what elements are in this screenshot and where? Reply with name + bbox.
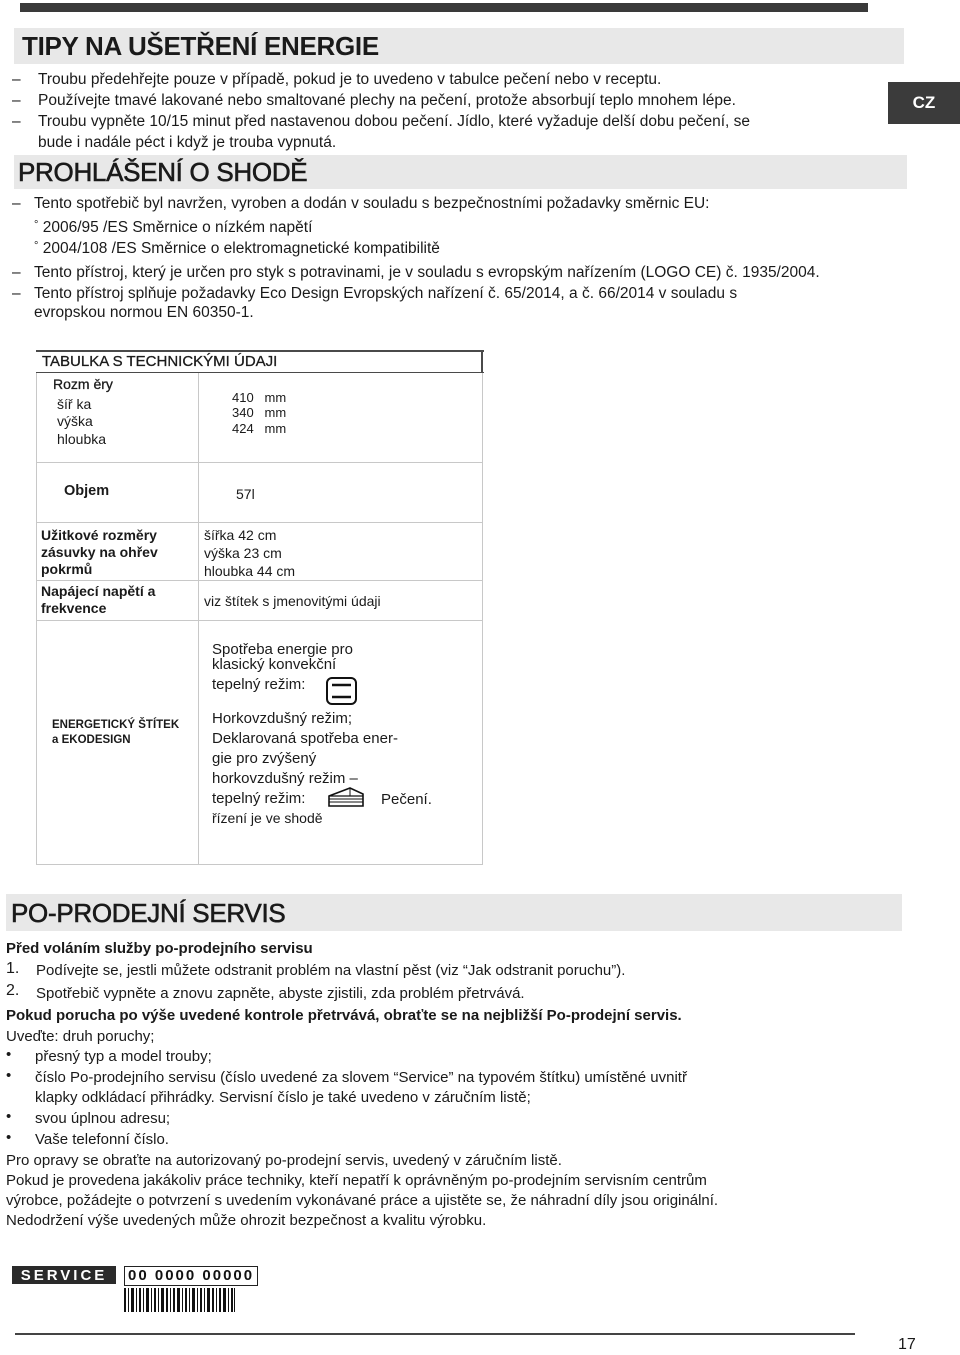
energy-fan-line: tepelný režim: [212, 790, 306, 807]
before-call-heading: Před voláním služby po-prodejního servisu [6, 940, 313, 957]
tips-heading: TIPY NA UŠETŘENÍ ENERGIE [22, 31, 379, 61]
usable-dims-label: zásuvky na ohřev [41, 544, 158, 560]
usable-dims-label: pokrmů [41, 561, 93, 577]
height-label: výška [57, 413, 93, 429]
energy-label: a EKODESIGN [52, 734, 131, 746]
usable-dims-label: Užitkové rozměry [41, 527, 157, 543]
service-paragraph: Pro opravy se obraťte na autorizovaný po-prodejní servis, uvedený v záručním listě. [6, 1152, 562, 1169]
energy-fan-line: gie pro zvýšený [212, 750, 317, 767]
height-value: 340 mm [232, 405, 287, 420]
bullet-icon: • [6, 1067, 12, 1084]
bullet-icon: • [6, 1046, 12, 1063]
width-value: 410 mm [232, 390, 287, 405]
usable-width: šířka 42 cm [204, 527, 277, 543]
bullet-icon: • [6, 1129, 12, 1146]
service-paragraph: Nedodržení výše uvedených může ohrozit bezpečnost a kvalitu výrobku. [6, 1212, 487, 1229]
top-rule [20, 3, 868, 12]
depth-value: 424 mm [232, 421, 287, 436]
table-title: TABULKA S TECHNICKÝMI ÚDAJI [42, 353, 278, 370]
supply-label: frekvence [41, 600, 107, 616]
bullet-item: číslo Po-prodejního servisu (číslo uvedené za slovem “Service” na typovém štítku) umístěné uvnitř [35, 1069, 687, 1086]
barcode-icon [124, 1288, 236, 1312]
supply-value: viz štítek s jmenovitými údaji [204, 593, 381, 609]
tip-item-continuation: bude i nadále péct i když je trouba vypnutá. [38, 134, 337, 151]
supply-label: Napájecí napětí a [41, 583, 156, 599]
page-number: 17 [898, 1336, 916, 1353]
bottom-rule [15, 1333, 855, 1335]
service-heading: PO-PRODEJNÍ SERVIS [11, 898, 286, 928]
energy-conventional-line: klasický konvekční [212, 656, 337, 673]
energy-label: ENERGETICKÝ ŠTÍTEK [52, 719, 180, 731]
service-number-box: 00 0000 00000 [124, 1266, 258, 1286]
state-text: Uveďte: druh poruchy; [6, 1028, 155, 1045]
bullet-item-continuation: klapky odkládací přihrádky. Servisní číslo je také uvedeno v záručním listě; [35, 1089, 531, 1106]
width-label: šíř ka [57, 396, 92, 412]
depth-label: hloubka [57, 431, 107, 447]
language-tab: CZ [888, 82, 960, 124]
energy-conventional-line: Spotřeba energie pro [212, 641, 353, 658]
directive-emc: ° 2004/108 /ES Směrnice o elektromagnetické kompatibilitě [34, 240, 440, 257]
cake-baking-icon [326, 784, 366, 810]
service-paragraph: výrobce, požádejte o potvrzení s uvedením vykonávané práce a ujistěte se, že náhradní díly jsou originální. [6, 1192, 719, 1209]
service-paragraph: Pokud je provedena jakákoliv práce techniky, kteří nepatří k oprávněným po-prodejním servisním centrům [6, 1172, 707, 1189]
bullet-item: Vaše telefonní číslo. [35, 1131, 169, 1148]
energy-compliance: řízení je ve shodě [212, 810, 323, 826]
conformity-item-continuation: evropskou normou EN 60350-1. [34, 304, 254, 321]
volume-value: 57l [236, 486, 255, 502]
persist-text: Pokud porucha po výše uvedené kontrole přetrvává, obraťte se na nejbližší Po-prodejní servis. [6, 1007, 682, 1024]
service-logo: SERVICE [12, 1266, 116, 1284]
energy-fan-line: Deklarovaná spotřeba ener- [212, 730, 398, 747]
conformity-heading: PROHLÁŠENÍ O SHODĚ [18, 157, 308, 187]
step-number: 1. [6, 960, 20, 977]
baking-label: Pečení. [381, 791, 432, 808]
energy-fan-line: Horkovzdušný režim; [212, 710, 353, 727]
directive-lvd: ° 2006/95 /ES Směrnice o nízkém napětí [34, 219, 313, 236]
usable-depth: hloubka 44 cm [204, 563, 296, 579]
step-number: 2. [6, 982, 20, 999]
step-text: Podívejte se, jestli můžete odstranit problém na vlastní pěst (viz “Jak odstranit poruchu”). [36, 962, 626, 979]
energy-fan-line: horkovzdušný režim – [212, 770, 358, 787]
conventional-mode-icon [325, 676, 359, 706]
energy-conventional-line: tepelný režim: [212, 676, 306, 693]
volume-label: Objem [64, 483, 110, 499]
bullet-item: přesný typ a model trouby; [35, 1048, 212, 1065]
usable-height: výška 23 cm [204, 545, 282, 561]
bullet-item: svou úplnou adresu; [35, 1110, 171, 1127]
bullet-icon: • [6, 1108, 12, 1125]
dimensions-label: Rozm ěry [53, 376, 113, 392]
step-text: Spotřebič vypněte a znovu zapněte, abyste zjistili, zda problém přetrvává. [36, 985, 525, 1002]
